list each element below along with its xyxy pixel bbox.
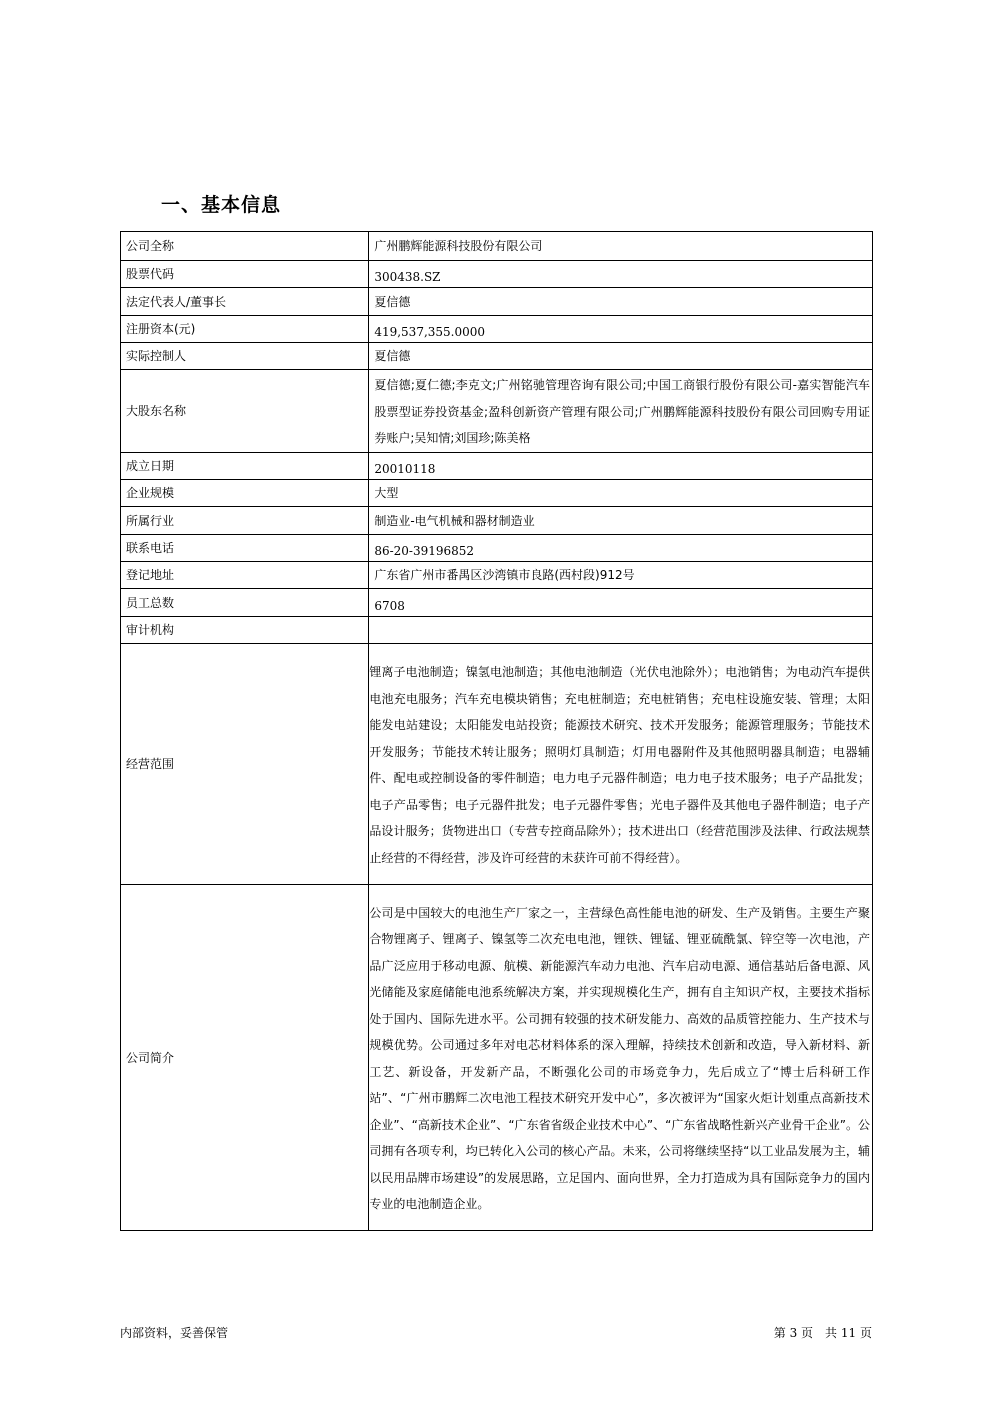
label-registered-capital: 注册资本(元) xyxy=(121,316,369,343)
value-company-profile: 公司是中国较大的电池生产厂家之一，主营绿色高性能电池的研发、生产及销售。主要生产聚合物锂离子、锂离子、镍氢等二次充电电池，锂铁、锂锰、锂亚硫酰氯、锌空等一次电池，产品广泛应用于移动电源、航模、新能源汽车动力电池、汽车启动电源、通信基站后备电源、风光储能及家庭储能电池系统解决方案，并实现规模化生产，拥有自主知识产权，主要技术指标处于国内、国际先进水平。公司拥有较强的技术研发能力、高效的品质管控能力、生产技术与规模优势。公司通过多年对电芯材料体系的深入理解，持续技术创新和改造，导入新材料、新工艺、新设备，开发新产品，不断强化公司的市场竞争力，先后成立了“博士后科研工作站”、“广州市鹏辉二次电池工程技术研究开发中心”，多次被评为“国家火炬计划重点高新技术企业”、“高新技术企业”、“广东省省级企业技术中心”、“广东省战略性新兴产业骨干企业”。公司拥有各项专利，均已转化入公司的核心产品。未来，公司将继续坚持“以工业品发展为主，辅以民用品牌市场建设”的发展思路，立足国内、面向世界，全力打造成为具有国际竞争力的国内专业的电池制造企业。 xyxy=(369,885,873,1231)
table-row xyxy=(121,343,873,370)
section-title: 一、基本信息 xyxy=(161,194,282,216)
table-row xyxy=(121,507,873,535)
table-row xyxy=(121,617,873,644)
table-row xyxy=(121,644,873,885)
value-registered-capital: 419,537,355.0000 xyxy=(374,325,486,339)
label-company-size: 企业规模 xyxy=(121,480,369,507)
value-registered-address: 广东省广州市番禺区沙湾镇市良路(西村段)912号 xyxy=(369,562,873,589)
label-company-name: 公司全称 xyxy=(121,232,369,261)
footer-confidential-note: 内部资料，妥善保管 xyxy=(120,1326,229,1340)
label-employees: 员工总数 xyxy=(121,589,369,617)
table-row xyxy=(121,288,873,316)
label-business-scope: 经营范围 xyxy=(121,644,369,885)
label-company-profile: 公司简介 xyxy=(121,885,369,1231)
table-row xyxy=(121,261,873,288)
value-employees: 6708 xyxy=(374,598,405,613)
page-total: 11 xyxy=(840,1326,857,1340)
value-major-shareholders: 夏信德;夏仁德;李克文;广州铭驰管理咨询有限公司;中国工商银行股份有限公司-嘉实智能汽车股票型证券投资基金;盈科创新资产管理有限公司;广州鹏辉能源科技股份有限公司回购专用证券账户;吴知情;刘国珍;陈美格 xyxy=(369,370,873,453)
page-prefix: 第 xyxy=(773,1326,786,1340)
table-row xyxy=(121,453,873,480)
value-actual-controller: 夏信德 xyxy=(369,343,873,370)
table-row xyxy=(121,480,873,507)
label-phone: 联系电话 xyxy=(121,535,369,562)
table-row xyxy=(121,535,873,562)
value-auditor xyxy=(369,617,873,644)
label-industry: 所属行业 xyxy=(121,507,369,535)
label-actual-controller: 实际控制人 xyxy=(121,343,369,370)
value-phone: 86-20-39196852 xyxy=(374,544,475,558)
basic-info-table xyxy=(120,231,873,1231)
table-row xyxy=(121,885,873,1231)
page-current: 3 xyxy=(789,1326,798,1340)
value-stock-code: 300438.SZ xyxy=(374,270,441,284)
value-company-size: 大型 xyxy=(369,480,873,507)
table-row xyxy=(121,370,873,453)
label-established-date: 成立日期 xyxy=(121,453,369,480)
value-business-scope: 锂离子电池制造；镍氢电池制造；其他电池制造（光伏电池除外）；电池销售；为电动汽车提供电池充电服务；汽车充电模块销售；充电桩制造；充电桩销售；充电柱设施安装、管理；太阳能发电站建设；太阳能发电站投资；能源技术研究、技术开发服务；能源管理服务；节能技术开发服务；节能技术转让服务；照明灯具制造；灯用电器附件及其他照明器具制造；电器辅件、配电或控制设备的零件制造；电力电子元器件制造；电力电子技术服务；电子产品批发；电子产品零售；电子元器件批发；电子元器件零售；光电子器件及其他电子器件制造；电子产品设计服务；货物进出口（专营专控商品除外）；技术进出口（经营范围涉及法律、行政法规禁止经营的不得经营，涉及许可经营的未获许可前不得经营）。 xyxy=(369,644,873,885)
label-major-shareholders: 大股东名称 xyxy=(121,370,369,453)
value-company-name: 广州鹏辉能源科技股份有限公司 xyxy=(369,232,873,261)
label-stock-code: 股票代码 xyxy=(121,261,369,288)
page-suffix: 页 xyxy=(859,1326,872,1340)
table-row xyxy=(121,316,873,343)
table-row xyxy=(121,589,873,617)
value-industry: 制造业-电气机械和器材制造业 xyxy=(369,507,873,535)
page-mid: 页 共 xyxy=(801,1326,838,1340)
table-row xyxy=(121,232,873,261)
label-auditor: 审计机构 xyxy=(121,617,369,644)
value-established-date: 20010118 xyxy=(374,462,436,476)
value-legal-rep: 夏信德 xyxy=(369,288,873,316)
label-legal-rep: 法定代表人/董事长 xyxy=(121,288,369,316)
footer-page-number xyxy=(774,1324,872,1341)
label-registered-address: 登记地址 xyxy=(121,562,369,589)
table-row xyxy=(121,562,873,589)
